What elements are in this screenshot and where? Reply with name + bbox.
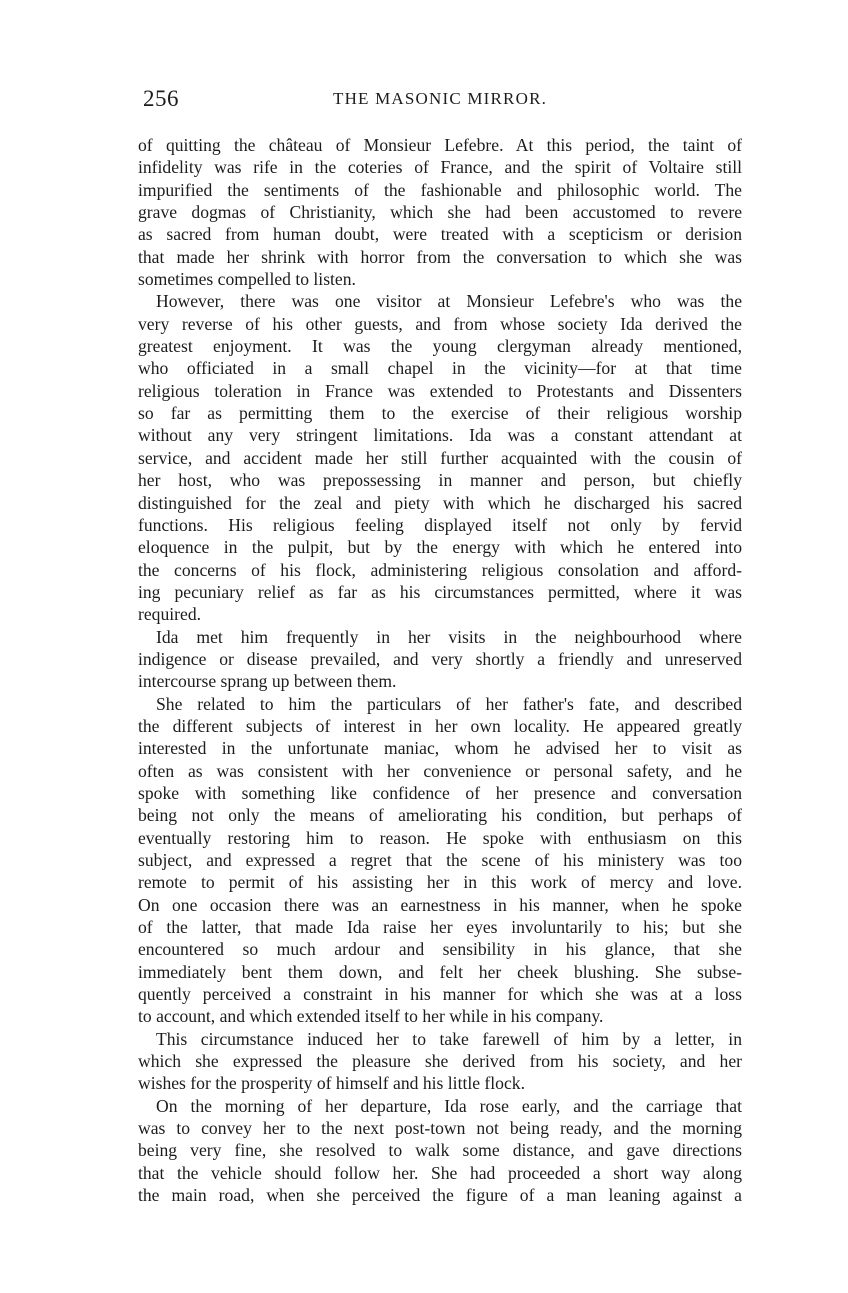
text-line: the different subjects of interest in her own locality. He appeared greatly: [138, 715, 742, 736]
text-line: functions. His religious feeling displayed itself not only by fervid: [138, 514, 742, 535]
text-line: On one occasion there was an earnestness in his manner, when he spoke: [138, 894, 742, 915]
body-text: [138, 134, 742, 1207]
text-line: of the latter, that made Ida raise her eyes involuntarily to his; but she: [138, 917, 742, 938]
text-line: impurified the sentiments of the fashionable and philosophic world. The: [138, 179, 742, 200]
text-line: being not only the means of ameliorating his condition, but perhaps of: [138, 805, 742, 826]
text-line: However, there was one visitor at Monsieur Lefebre's who was the: [156, 291, 742, 312]
text-line: Ida met him frequently in her visits in the neighbourhood where: [156, 626, 742, 647]
text-line: so far as permitting them to the exercise of their religious worship: [138, 403, 742, 424]
running-head: [143, 86, 743, 116]
text-line: her host, who was prepossessing in manner and person, but chiefly: [138, 470, 742, 491]
text-line: distinguished for the zeal and piety with which he discharged his sacred: [138, 492, 742, 513]
text-line: religious toleration in France was extended to Protestants and Dissenters: [138, 380, 742, 401]
text-line: interested in the unfortunate maniac, whom he advised her to visit as: [138, 738, 742, 759]
text-line: On the morning of her departure, Ida rose early, and the carriage that: [156, 1095, 742, 1116]
text-line: infidelity was rife in the coteries of France, and the spirit of Voltaire still: [138, 157, 742, 178]
text-line: to account, and which extended itself to her while in his company.: [138, 1006, 604, 1027]
text-line: without any very stringent limitations. Ida was a constant attendant at: [138, 425, 742, 446]
text-line: indigence or disease prevailed, and very shortly a friendly and unreserved: [138, 648, 742, 669]
text-line: remote to permit of his assisting her in this work of mercy and love.: [138, 872, 742, 893]
text-line: the concerns of his flock, administering religious consolation and afford-: [138, 559, 742, 580]
text-line: quently perceived a constraint in his manner for which she was at a loss: [138, 984, 742, 1005]
text-line: subject, and expressed a regret that the scene of his ministery was too: [138, 850, 742, 870]
text-line: the main road, when she perceived the figure of a man leaning against a: [138, 1185, 742, 1206]
text-line: who officiated in a small chapel in the vicinity—for at that time: [138, 358, 742, 379]
text-line: greatest enjoyment. It was the young clergyman already mentioned,: [138, 336, 742, 357]
text-line: very reverse of his other guests, and from whose society Ida derived the: [138, 313, 742, 334]
text-line: service, and accident made her still further acquainted with the cousin of: [138, 447, 742, 468]
text-line: wishes for the prosperity of himself and his little flock.: [138, 1073, 525, 1094]
text-line: encountered so much ardour and sensibility in his glance, that she: [138, 939, 742, 960]
text-line: eventually restoring him to reason. He spoke with enthusiasm on this: [138, 827, 742, 848]
text-line: eloquence in the pulpit, but by the energy with which he entered into: [138, 537, 742, 558]
text-line: that made her shrink with horror from the conversation to which she was: [138, 246, 742, 267]
text-line: She related to him the particulars of her father's fate, and described: [156, 693, 742, 714]
text-line: intercourse sprang up between them.: [138, 671, 397, 692]
text-line: often as was consistent with her convenience or personal safety, and he: [138, 760, 742, 781]
text-line: immediately bent them down, and felt her cheek blushing. She subse-: [138, 961, 742, 982]
page-number: 256: [143, 86, 179, 111]
text-line: grave dogmas of Christianity, which she had been accustomed to revere: [138, 202, 742, 223]
text-line: which she expressed the pleasure she derived from his society, and her: [138, 1051, 742, 1072]
running-title: THE MASONIC MIRROR.: [333, 89, 548, 108]
text-line: spoke with something like confidence of her presence and conversation: [138, 782, 742, 803]
text-line: as sacred from human doubt, were treated with a scepticism or derision: [138, 224, 742, 245]
text-line: sometimes compelled to listen.: [138, 269, 356, 290]
text-line: of quitting the château of Monsieur Lefebre. At this period, the taint of: [138, 135, 742, 155]
text-line: required.: [138, 604, 202, 625]
text-line: ing pecuniary relief as far as his circumstances permitted, where it was: [138, 581, 742, 602]
text-line: being very fine, she resolved to walk some distance, and gave directions: [138, 1140, 742, 1161]
text-line: This circumstance induced her to take farewell of him by a letter, in: [156, 1028, 742, 1049]
text-line: was to convey her to the next post-town not being ready, and the morning: [138, 1118, 742, 1139]
text-line: that the vehicle should follow her. She had proceeded a short way along: [138, 1162, 742, 1183]
